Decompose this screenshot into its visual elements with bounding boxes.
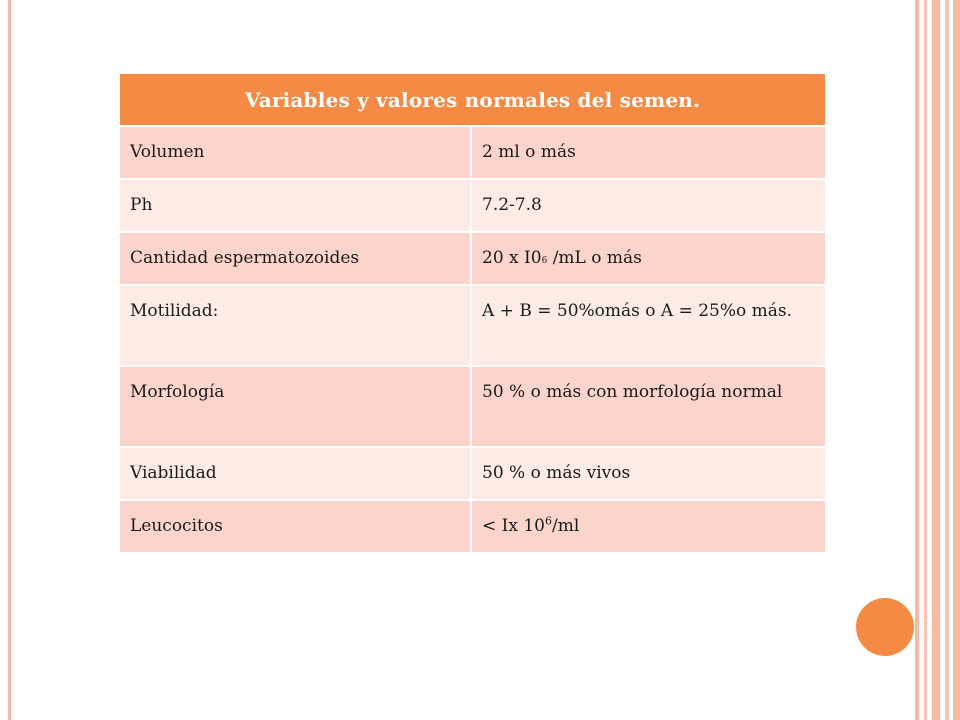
variable-cell: Viabilidad [120,447,471,500]
variable-cell: Morfología [120,366,471,447]
value-exponent: 6 [545,514,552,528]
value-prefix: 20 x I0 [482,248,542,268]
stripe [924,0,927,720]
value-cell: 50 % o más con morfología normal [471,366,825,447]
variable-cell: Cantidad espermatozoides [120,232,471,285]
table-row [120,232,825,285]
decorative-circle [856,598,914,656]
value-cell: A + B = 50%omás o A = 25%o más. [471,285,825,366]
left-border-line [8,0,11,720]
table-row [120,285,825,366]
value-suffix: /ml [552,516,580,536]
semen-values-table [120,74,825,554]
variable-cell: Volumen [120,126,471,179]
value-prefix: < Ix 10 [482,516,545,536]
table-row [120,366,825,447]
value-small-mark: 6 [541,256,548,266]
value-cell [471,232,825,285]
value-cell [471,500,825,553]
table-row [120,179,825,232]
stripe [915,0,919,720]
value-cell: 2 ml o más [471,126,825,179]
value-cell: 50 % o más vivos [471,447,825,500]
right-decorative-stripes [915,0,960,720]
value-cell: 7.2-7.8 [471,179,825,232]
table-row [120,126,825,179]
variable-cell: Motilidad: [120,285,471,366]
value-suffix: /mL o más [547,248,642,268]
table-header-row [120,74,825,126]
table-title: Variables y valores normales del semen. [120,74,825,126]
variable-cell: Leucocitos [120,500,471,553]
stripe [953,0,960,720]
stripe [932,0,940,720]
variable-cell: Ph [120,179,471,232]
table-row [120,447,825,500]
table-row [120,500,825,553]
stripe [945,0,949,720]
